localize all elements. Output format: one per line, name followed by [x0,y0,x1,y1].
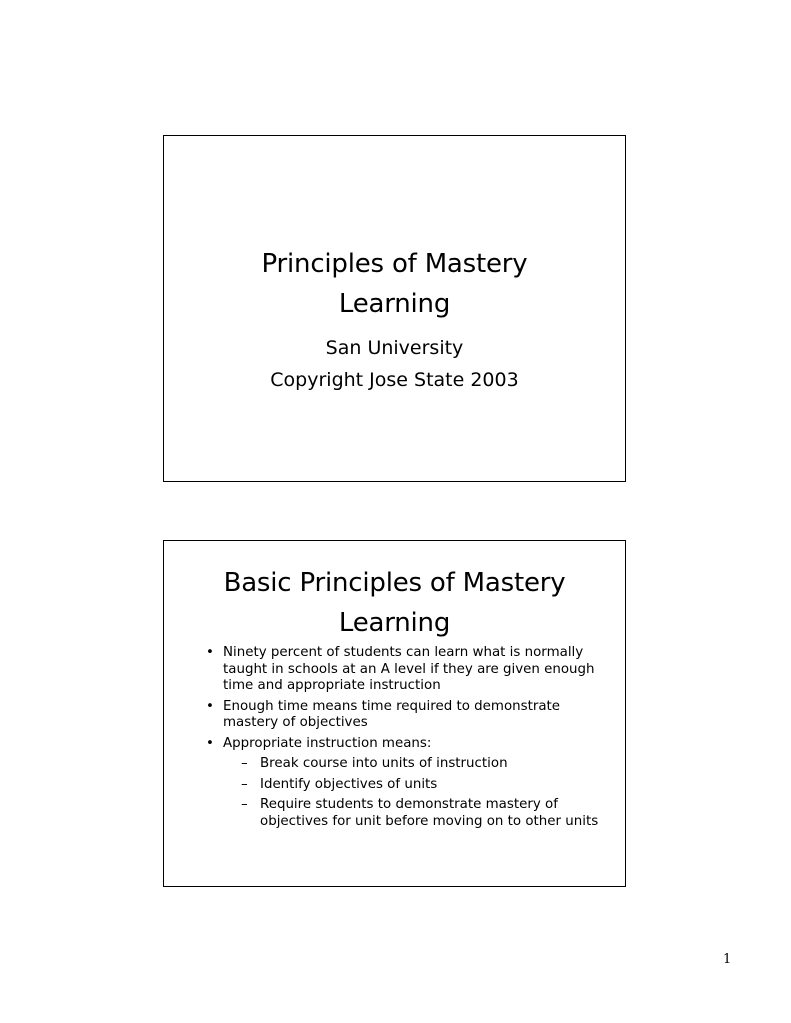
slide-2-title-line-1: Basic Principles of Mastery [223,568,566,598]
bullet-text: Appropriate instruction means: [223,735,432,751]
slide-1-subtitle-line-2: Copyright Jose State 2003 [270,369,519,391]
slide-1-title [164,244,625,324]
bullet-item [206,645,606,695]
slide-1-title-line-1: Principles of Mastery [261,249,528,279]
slide-2-title-line-2: Learning [338,608,451,638]
bullet-item [206,699,606,732]
bullet-icon: • [206,735,214,751]
dash-icon: – [241,797,248,812]
slide-2 [163,540,626,887]
slide-2-bullet-list [206,645,606,834]
sub-bullet-item [223,756,606,773]
slide-1-title-line-2: Learning [338,289,451,319]
sub-bullet-text: Identify objectives of units [260,776,438,792]
sub-bullet-item [223,797,606,830]
sub-bullet-item [223,777,606,794]
sub-bullet-list [223,756,606,830]
slide-1 [163,135,626,482]
bullet-text: Enough time means time required to demonstrate mastery of objectives [223,698,561,730]
slide-1-subtitle-line-1: San University [325,337,464,359]
bullet-text: Ninety percent of students can learn what is normally taught in schools at an A level if they are given enough time and appropriate instruction [223,645,595,693]
sub-bullet-text: Require students to demonstrate mastery of objectives for unit before moving on to other units [260,797,599,829]
dash-icon: – [241,756,248,771]
slide-1-subtitle [164,332,625,396]
bullet-item [206,736,606,831]
dash-icon: – [241,776,248,792]
page-number: 1 [723,952,732,967]
sub-bullet-text: Break course into units of instruction [260,756,508,771]
bullet-icon: • [206,645,214,660]
slide-2-title [164,563,625,643]
bullet-icon: • [206,698,214,714]
